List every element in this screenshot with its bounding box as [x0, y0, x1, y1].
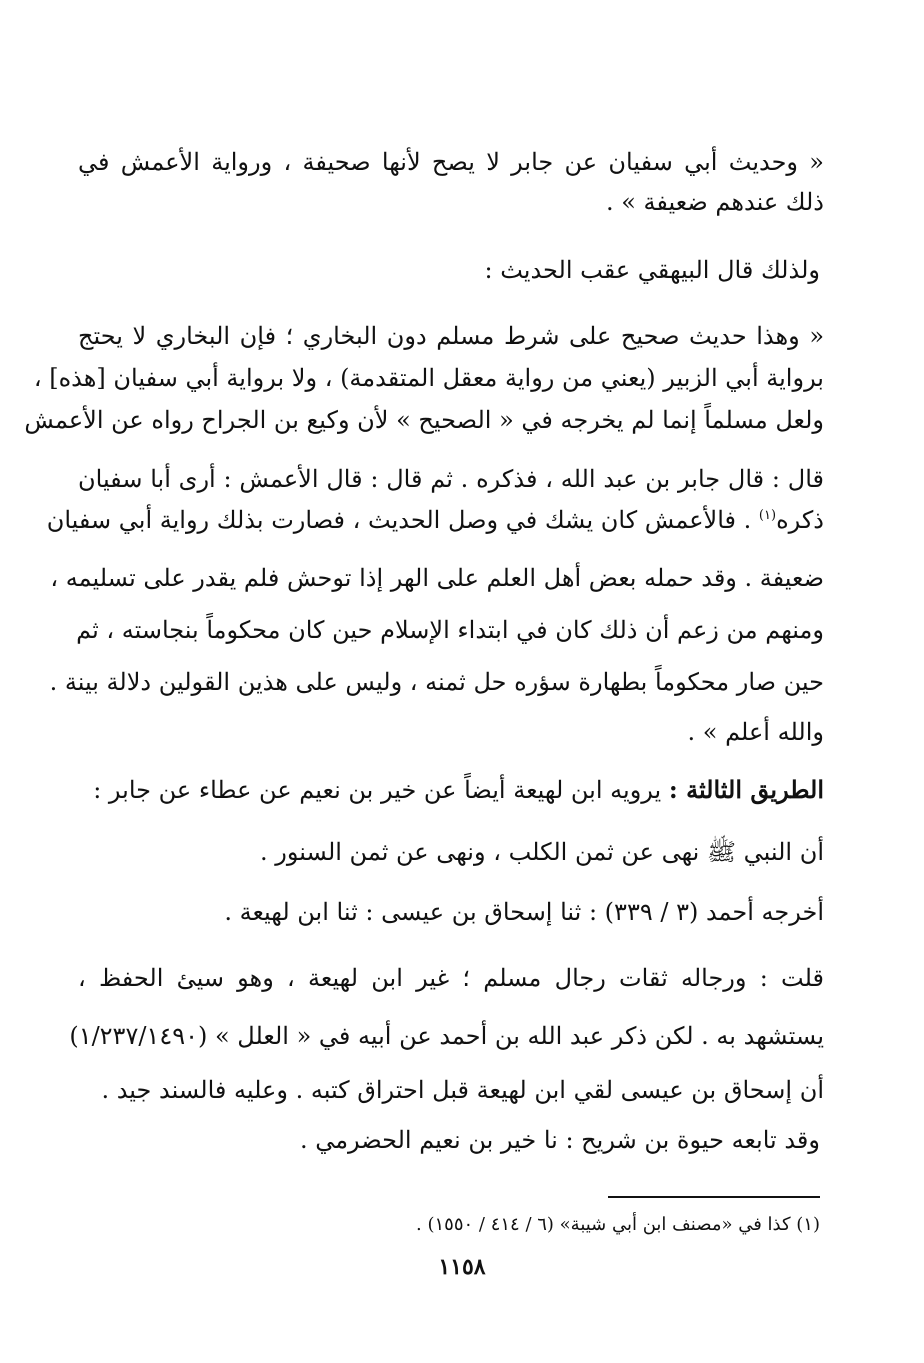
text-line-3: ولذلك قال البيهقي عقب الحديث : — [484, 256, 820, 284]
text-line-17: يستشهد به . لكن ذكر عبد الله بن أحمد عن أبيه في « العلل » (١/٢٣٧/١٤٩٠) — [69, 1022, 824, 1050]
page-number: ١١٥٨ — [438, 1254, 486, 1280]
text-line-12: والله أعلم » . — [687, 718, 824, 746]
text-line-6: ولعل مسلماً إنما لم يخرجه في « الصحيح » لأن وكيع بن الجراح رواه عن الأعمش — [24, 406, 824, 434]
footnote-marker: (١) — [758, 508, 777, 523]
section-heading: الطريق الثالثة : — [668, 775, 824, 804]
footnote-text: (١) كذا في «مصنف ابن أبي شيبة» (٦ / ٤١٤ / ١٥٥٠) . — [416, 1214, 820, 1235]
text-line-11: حين صار محكوماً بطهارة سؤره حل ثمنه ، وليس على هذين القولين دلالة بينة . — [49, 668, 824, 696]
section-heading-text: يرويه ابن لهيعة أيضاً عن خير بن نعيم عن عطاء عن جابر : — [93, 776, 662, 804]
text-line-18: أن إسحاق بن عيسى لقي ابن لهيعة قبل احتراق كتبه . وعليه فالسند جيد . — [101, 1076, 824, 1104]
text-line-13 — [78, 770, 824, 810]
text-line-16: قلت : ورجاله ثقات رجال مسلم ؛ غير ابن لهيعة ، وهو سيئ الحفظ ، — [78, 964, 824, 992]
text-line-15: أخرجه أحمد (٣ / ٣٣٩) : ثنا إسحاق بن عيسى : ثنا ابن لهيعة . — [224, 898, 824, 926]
text-line-2: ذلك عندهم ضعيفة » . — [605, 188, 824, 216]
text-line-8 — [46, 500, 824, 540]
text-line-5: برواية أبي الزبير (يعني من رواية معقل المتقدمة) ، ولا برواية أبي سفيان [هذه] ، — [33, 364, 824, 392]
text-line-10: ومنهم من زعم أن ذلك كان في ابتداء الإسلام حين كان محكوماً بنجاسته ، ثم — [76, 616, 824, 644]
footnote-separator — [608, 1196, 820, 1198]
text-line-1: « وحديث أبي سفيان عن جابر لا يصح لأنها صحيفة ، ورواية الأعمش في — [78, 148, 824, 176]
text-line-8-rest: . فالأعمش كان يشك في وصل الحديث ، فصارت بذلك رواية أبي سفيان — [46, 506, 752, 534]
text-line-8-start: ذكره — [776, 506, 824, 534]
text-line-4: « وهذا حديث صحيح على شرط مسلم دون البخاري ؛ فإن البخاري لا يحتج — [78, 322, 824, 350]
text-line-9: ضعيفة . وقد حمله بعض أهل العلم على الهر إذا توحش فلم يقدر على تسليمه ، — [50, 564, 824, 592]
text-line-14: أن النبي ﷺ نهى عن ثمن الكلب ، ونهى عن ثمن السنور . — [260, 838, 824, 866]
text-line-7: قال : قال جابر بن عبد الله ، فذكره . ثم قال : قال الأعمش : أرى أبا سفيان — [78, 465, 825, 493]
text-line-19: وقد تابعه حيوة بن شريح : نا خير بن نعيم الحضرمي . — [299, 1126, 820, 1154]
